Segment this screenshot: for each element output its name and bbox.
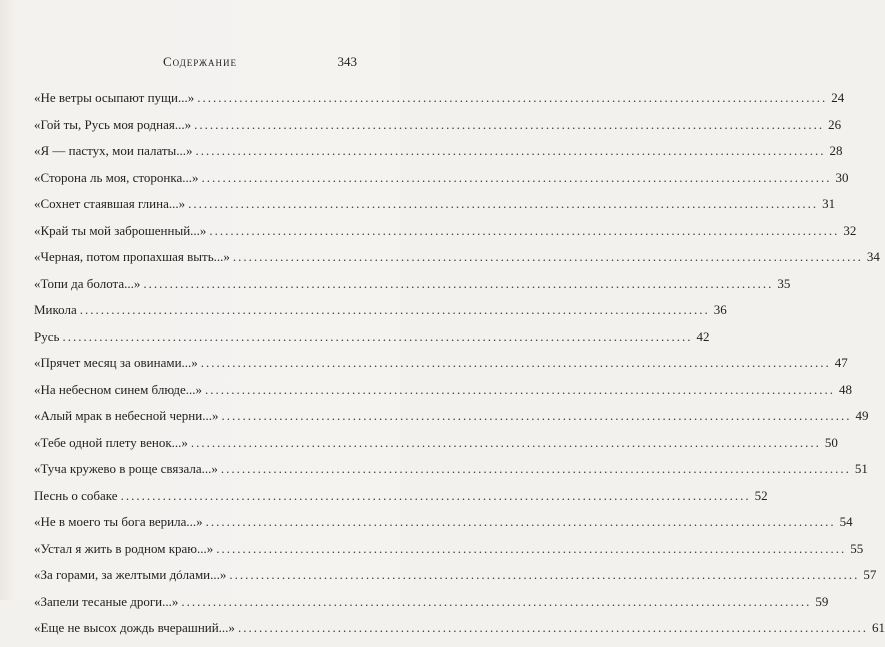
toc-leader-dots bbox=[229, 567, 859, 583]
toc-entry-title: «Тебе одной плету венок...» bbox=[34, 434, 188, 450]
toc-entry bbox=[34, 593, 829, 621]
toc-entry bbox=[34, 620, 885, 647]
toc-entry bbox=[34, 514, 853, 541]
toc-entry-page: 26 bbox=[828, 116, 842, 132]
toc-entry bbox=[34, 434, 838, 462]
toc-entry-page: 32 bbox=[843, 222, 857, 238]
toc-leader-dots bbox=[196, 143, 826, 159]
toc-leader-dots bbox=[233, 249, 863, 265]
toc-entry bbox=[34, 169, 849, 197]
toc-leader-dots bbox=[238, 620, 868, 636]
toc-entry-page: 54 bbox=[839, 514, 853, 529]
toc-entry-page: 57 bbox=[863, 567, 877, 582]
page-title: Содержание bbox=[162, 54, 238, 69]
toc-entry bbox=[34, 196, 836, 223]
toc-entry bbox=[34, 275, 791, 303]
toc-entry-page: 47 bbox=[834, 355, 848, 370]
toc-entry bbox=[34, 328, 710, 356]
toc-leader-dots bbox=[205, 382, 835, 398]
toc-entry-page: 34 bbox=[866, 249, 880, 264]
toc-entry-title: «Я — пастух, мои палаты...» bbox=[34, 143, 193, 158]
toc-leader-dots bbox=[80, 302, 710, 318]
toc-entry-title: «На небесном синем блюде...» bbox=[34, 381, 203, 397]
toc-entry-page: 61 bbox=[871, 620, 885, 635]
toc-entry-title: «Алый мрак в небесной черни...» bbox=[34, 408, 219, 423]
toc-entry-title: «Запели тесаные дроги...» bbox=[34, 593, 179, 609]
toc-entry-page: 28 bbox=[829, 143, 843, 158]
toc-leader-dots bbox=[201, 355, 831, 371]
toc-entry-title: «Гой ты, Русь моя родная...» bbox=[34, 116, 192, 132]
toc-entry bbox=[34, 461, 868, 488]
toc-leader-dots bbox=[197, 90, 827, 106]
toc-leader-dots bbox=[209, 223, 839, 239]
toc-entry-title: «Прячет месяц за овинами...» bbox=[34, 355, 198, 370]
page-number: 343 bbox=[337, 54, 357, 69]
toc-leader-dots bbox=[194, 117, 824, 133]
toc-entry bbox=[34, 90, 845, 117]
toc-leader-dots bbox=[221, 461, 851, 477]
toc-leader-dots bbox=[143, 276, 773, 292]
toc-entry bbox=[34, 567, 877, 594]
toc-entry-page: 24 bbox=[831, 90, 845, 105]
toc-entry-title: Песнь о собаке bbox=[34, 487, 118, 503]
toc-leader-dots bbox=[181, 594, 811, 610]
toc-entry bbox=[34, 381, 853, 409]
toc-leader-dots bbox=[188, 196, 818, 212]
toc-entry-page: 59 bbox=[815, 593, 829, 609]
toc-entry-title: «Туча кружево в роще связала...» bbox=[34, 461, 218, 476]
toc-entry-page: 49 bbox=[855, 408, 869, 423]
toc-entry-page: 35 bbox=[777, 275, 791, 291]
toc-entry-title: «Устал я жить в родном краю...» bbox=[34, 540, 214, 556]
toc-entry-title: «Не в моего ты бога верила...» bbox=[34, 514, 203, 529]
toc-entry-title: «Край ты мой заброшенный...» bbox=[34, 222, 207, 238]
toc-entry-title: «Черная, потом пропахшая выть...» bbox=[34, 249, 230, 264]
toc-entry bbox=[34, 116, 842, 144]
toc-leader-dots bbox=[202, 170, 832, 186]
toc-entry bbox=[34, 408, 869, 435]
toc-leader-dots bbox=[206, 514, 836, 530]
toc-entry-page: 36 bbox=[713, 302, 727, 317]
toc-leader-dots bbox=[221, 408, 851, 424]
toc-entry-page: 55 bbox=[850, 540, 864, 556]
toc-entry-title: Микола bbox=[34, 302, 77, 317]
toc-entry bbox=[34, 249, 880, 276]
toc-entry-page: 50 bbox=[824, 434, 838, 450]
toc-entry-title: «Не ветры осыпают пущи...» bbox=[34, 90, 195, 105]
toc-entry-title: «Топи да болота...» bbox=[34, 275, 141, 291]
toc-entry-title: «За горами, за желтыми дóлами...» bbox=[34, 567, 227, 582]
toc-entry bbox=[34, 487, 768, 515]
toc-entry-title: Русь bbox=[34, 328, 60, 344]
toc-entry-title: «Сохнет стаявшая глина...» bbox=[34, 196, 186, 211]
toc-entry bbox=[34, 355, 848, 382]
toc-leader-dots bbox=[216, 541, 846, 557]
toc-entry-page: 48 bbox=[839, 381, 853, 397]
toc-entry-page: 42 bbox=[696, 328, 710, 344]
table-of-contents bbox=[34, 90, 885, 647]
page-header bbox=[0, 54, 400, 74]
toc-entry-page: 51 bbox=[854, 461, 868, 476]
toc-entry bbox=[34, 540, 864, 568]
toc-entry bbox=[34, 143, 843, 170]
toc-entry-page: 30 bbox=[835, 169, 849, 185]
toc-entry-title: «Еще не высох дождь вчерашний...» bbox=[34, 620, 235, 635]
toc-entry bbox=[34, 222, 857, 250]
toc-entry-page: 52 bbox=[754, 487, 768, 503]
toc-entry bbox=[34, 302, 727, 329]
toc-entry-title: «Сторона ль моя, сторонка...» bbox=[34, 169, 199, 185]
toc-leader-dots bbox=[62, 329, 692, 345]
toc-leader-dots bbox=[191, 435, 821, 451]
toc-leader-dots bbox=[121, 488, 751, 504]
toc-entry-page: 31 bbox=[822, 196, 836, 211]
